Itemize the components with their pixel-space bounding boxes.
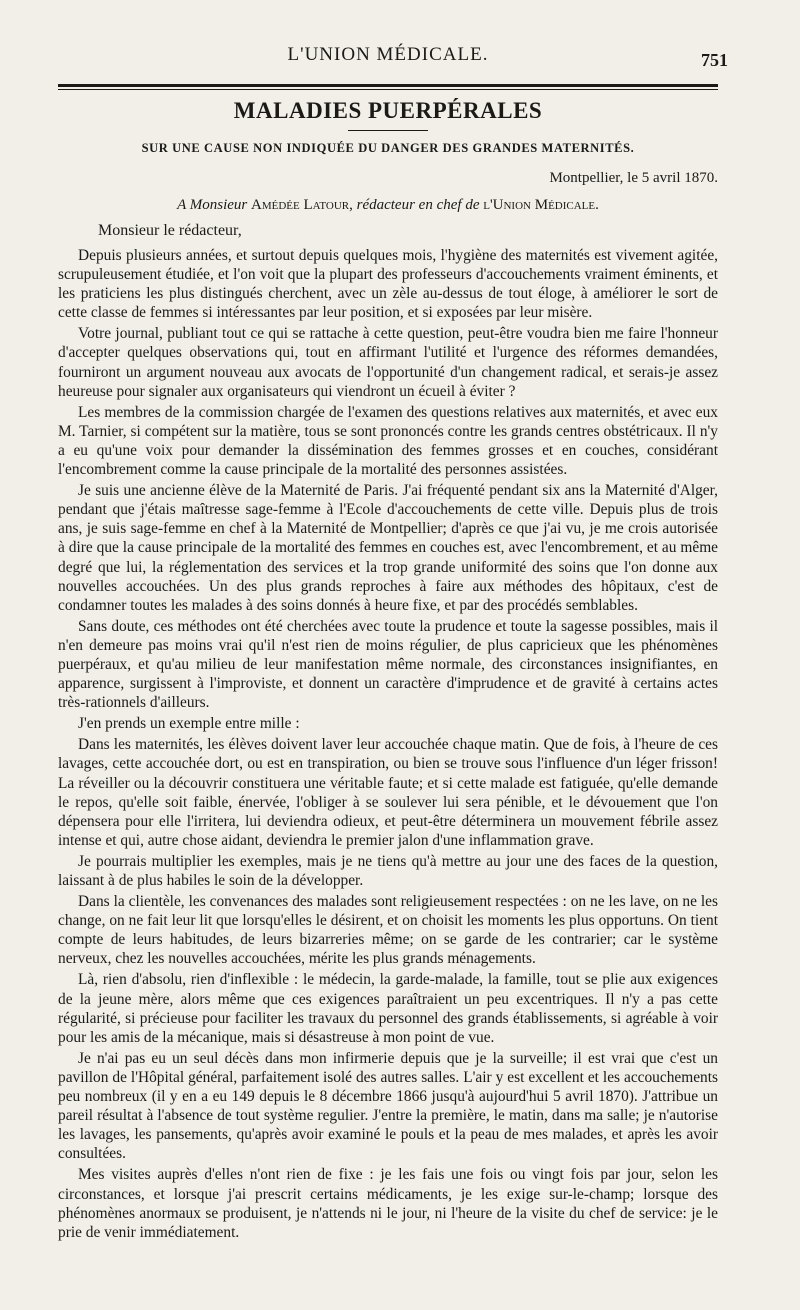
- paragraph: Mes visites auprès d'elles n'ont rien de fixe : je les fais une fois ou vingt fois par jour, selon les circonstances, et lorsque j'ai prescrit certains médicaments, je les exige sur-le-champ; lorsque des phénomènes anormaux se produisent, je n'attends ni le jour, ni l'heure de la visite du chef de service: je le prie de venir immédiatement.: [58, 1166, 718, 1241]
- header-rule: [58, 84, 718, 87]
- article-subtitle: SUR UNE CAUSE NON INDIQUÉE DU DANGER DES GRANDES MATERNITÉS.: [141, 141, 635, 155]
- paragraph: Votre journal, publiant tout ce qui se rattache à cette question, peut-être voudra bien me faire l'honneur d'accepter quelques observations qui, tout en affirmant l'utilité et l'urgence des réformes demandées, fourniront un argument nouveau aux avocats de l'opportunité d'un changement radical, et serais-je assez heureuse pour signaler aux organisateurs qui viendront un écueil à éviter ?: [58, 325, 718, 400]
- paragraph: Les membres de la commission chargée de l'examen des questions relatives aux maternités, et avec eux M. Tarnier, si compétent sur la matière, tous se sont prononcés contre les grands centres obstétricaux. Il n'y a eu qu'une voix pour demander la dissémination des femmes grosses et en couches, considérant l'encombrement comme la cause principale de la mortalité des personnes assistées.: [58, 403, 718, 479]
- paragraph: Dans les maternités, les élèves doivent laver leur accouchée chaque matin. Que de fois, à l'heure de ces lavages, cette accouchée dort, ou est en transpiration, ou bien se trouve sous l'influence d'un léger frisson! La réveiller ou la découvrir constituera une véritable faute; et si cette malade est fatiguée, qu'elle demande le repos, qu'elle soit faible, énervée, l'obliger à se soulever lui sera pénible, et le dévouement que l'on dépensera pour elle l'irritera, lui deviendra odieux, et peut-être déterminera un mouvement fébrile assez intense et qui, autre chose aidant, deviendra le premier jalon d'une inflammation grave.: [58, 736, 718, 849]
- paragraph: Depuis plusieurs années, et surtout depuis quelques mois, l'hygiène des maternités est vivement agitée, scrupuleusement étudiée, et l'on voit que la plupart des professeurs d'accouchements vraiment éminents, et les praticiens les plus distingués cherchent, avec un zèle au-dessus de tout éloge, à améliorer le sort de cette classe de femmes si intéressantes par leur position, et si exposées par leur misère.: [58, 247, 718, 322]
- paragraph: Je pourrais multiplier les exemples, mais je ne tiens qu'à mettre au jour une des faces de la question, laissant à de plus habiles le soin de la développer.: [58, 852, 718, 889]
- paragraph: Là, rien d'absolu, rien d'inflexible : le médecin, la garde-malade, la famille, tout se plie aux exigences de la jeune mère, alors même que ces exigences paraîtraient un peu excentriques. Il n'y a pas cette régularité, si précieuse pour faciliter les travaux du personnel des grands établissements, si agréable à voir pour les amis de la mécanique, mais si désastreuse à mon point de vue.: [58, 971, 718, 1046]
- addressee-prefix: A Monsieur: [177, 197, 248, 213]
- addressee-surname: Latour,: [303, 197, 353, 213]
- dateline: Montpellier, le 5 avril 1870.: [549, 170, 718, 186]
- article-title: MALADIES PUERPÉRALES: [233, 98, 543, 123]
- article-body: [58, 246, 718, 1242]
- addressee-journal: l'Union Médicale.: [483, 197, 599, 213]
- title-divider: [348, 130, 428, 131]
- page-number: 751: [701, 50, 728, 70]
- paragraph: Sans doute, ces méthodes ont été cherchées avec toute la prudence et toute la sagesse possibles, mais il n'en demeure pas moins vrai qu'il n'est rien de moins régulier, de plus capricieux que les phénomènes puerpéraux, et qu'au milieu de leur manifestation même normale, des circonstances insignifiantes, en apparence, surgissent à l'improviste, et donnent un caractère d'imprudence et de gravité à certains actes très-rationnels d'ailleurs.: [58, 617, 718, 712]
- paragraph: J'en prends un exemple entre mille :: [78, 715, 300, 733]
- addressee-name: Amédée: [251, 197, 300, 213]
- running-head: [58, 44, 728, 82]
- paragraph: Je suis une ancienne élève de la Maternité de Paris. J'ai fréquenté pendant six ans la Maternité d'Alger, pendant que j'étais maîtresse sage-femme à l'Ecole d'accouchements de cette ville. Depuis plus de trois ans, je suis sage-femme en chef à la Maternité de Montpellier; d'après ce que j'ai vu, je me crois autorisée à dire que la cause principale de la mortalité des femmes en couches est, avec l'encombrement, et au même degré que lui, la réglementation des services et la trop grande uniformité des soins que l'on donne aux nouvelles accouchées. Un des plus grands reproches à faire aux méthodes des hôpitaux, c'est de condamner toutes les malades à des soins donnés à heure fixe, et par des procédés semblables.: [58, 482, 718, 614]
- paragraph: Je n'ai pas eu un seul décès dans mon infirmerie depuis que je la surveille; il est vrai que c'est un pavillon de l'Hôpital général, parfaitement isolé des autres salles. L'air y est excellent et les accouchements peu nombreux (il y en a eu 149 depuis le 8 décembre 1866 jusqu'à aujourd'hui 5 avril 1870). J'attribue un pareil résultat à l'absence de tout système regulier. J'entre la première, le matin, dans ma salle; je n'autorise les lavages, les pansements, qu'après avoir examiné le pouls et la peau de mes malades, et après les avoir consultées.: [58, 1049, 718, 1163]
- salutation: Monsieur le rédacteur,: [98, 222, 242, 239]
- running-title: L'UNION MÉDICALE.: [287, 44, 489, 65]
- addressee: [58, 197, 718, 214]
- addressee-role: rédacteur en chef de: [356, 197, 480, 213]
- header-rule-thin: [58, 89, 718, 90]
- paragraph: Dans la clientèle, les convenances des malades sont religieusement respectées : on ne les lave, on ne les change, on ne fait leur lit que lorsqu'elles le désirent, et on choisit les moments les plus opportuns. On tient compte de leurs habitudes, de leurs bizarreries même; on se garde de les contrarier; car le système nerveux, chez les nouvelles accouchées, mérite les plus grands ménagements.: [58, 893, 718, 968]
